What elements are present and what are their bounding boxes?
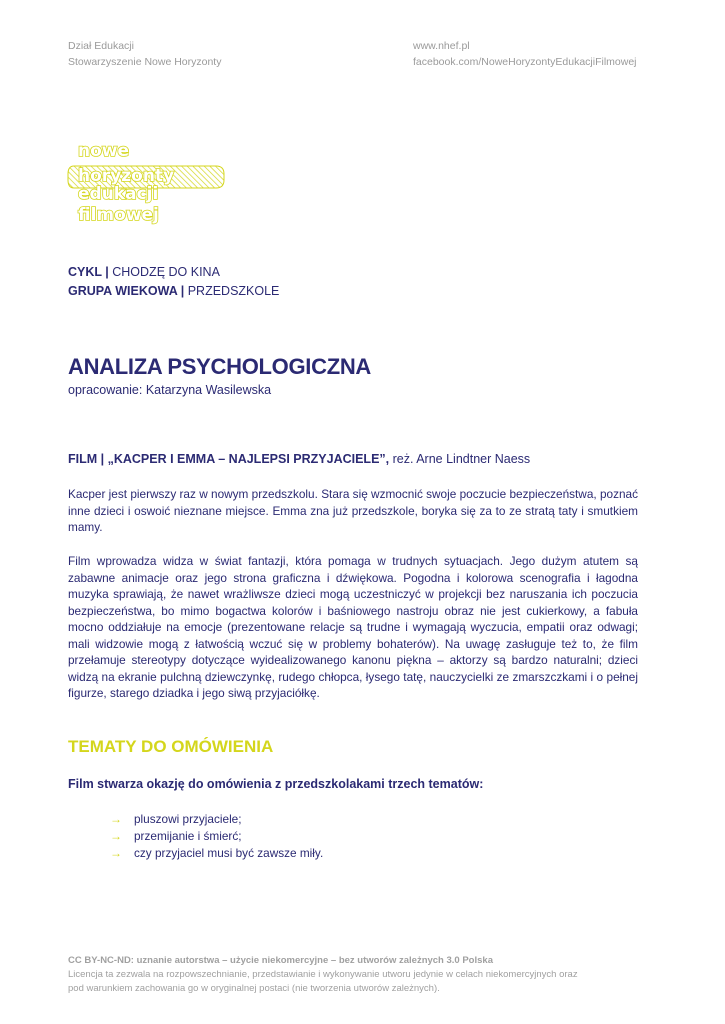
list-item: → pluszowi przyjaciele;: [110, 812, 242, 826]
list-item: → czy przyjaciel musi być zawsze miły.: [110, 846, 324, 860]
document-title: ANALIZA PSYCHOLOGICZNA: [68, 354, 372, 379]
nhef-logo: [66, 136, 236, 236]
list-item: → przemijanie i śmierć;: [110, 829, 242, 843]
facebook-link[interactable]: facebook.com/NoweHoryzontyEdukacjiFilmowej: [413, 56, 637, 68]
header-left: [68, 38, 221, 70]
cycle-line: CYKL | CHODZĘ DO KINA: [68, 265, 220, 279]
meta-block: [68, 263, 279, 301]
arrow-right-icon: →: [110, 846, 122, 860]
paragraph-synopsis: Kacper jest pierwszy raz w nowym przedszkolu. Stara się wzmocnić swoje poczucie bezpieczeństwa, poznać inne dzieci i oswoić nieznane miejsce. Emma zna już przedszkole, boryka się za to ze stratą taty i smutkiem mamy.: [68, 487, 638, 534]
website-link[interactable]: www.nhef.pl: [413, 40, 470, 52]
license-name: CC BY-NC-ND: uznanie autorstwa – użycie niekomercyjne – bez utworów zależnych 3.0 Polska: [68, 955, 493, 966]
logo-word-edukacji: edukacji: [78, 184, 159, 204]
film-line: FILM | „KACPER I EMMA – NAJLEPSI PRZYJACIELE”, reż. Arne Lindtner Naess: [68, 452, 531, 466]
logo-word-nowe: nowe: [78, 141, 130, 161]
topics-lead: Film stwarza okazję do omówienia z przedszkolakami trzech tematów:: [68, 777, 484, 791]
topics-heading: TEMATY DO OMÓWIENIA: [68, 737, 274, 756]
license-text-2: pod warunkiem zachowania go w oryginalnej postaci (nie tworzenia utworów zależnych).: [68, 983, 440, 994]
license-footer: [68, 954, 658, 996]
organization-name: Stowarzyszenie Nowe Horyzonty: [68, 56, 222, 68]
arrow-right-icon: →: [110, 829, 122, 843]
paragraph-analysis: Film wprowadza widza w świat fantazji, która pomaga w trudnych sytuacjach. Jego dużym atutem są zabawne animacje oraz jego strona graficzna i dźwiękowa. Pogodna i kolorowa scenografia i łagodna muzyka sprawiają, że nawet wrażliwsze dzieci mogą uczestniczyć w projekcji bez naruszania ich poczucia bezpieczeństwa, bo mimo bogactwa kolorów i baśniowego nastroju obraz nie jest cukierkowy, a fabuła mocno oddziałuje na emocje (prezentowane relacje są trudne i wymagają wyczucia, empatii oraz odwagi; mali widzowie mogą z łatwością wczuć się w problemy bohaterów). Na uwagę zasługuje też to, że film przełamuje stereotypy dotyczące wyidealizowanego kanonu piękna – aktorzy są bardzo naturalni; dzieci widzą na ekranie pulchną dziewczynkę, rudego chłopca, łysego tatę, nauczycielki ze zmarszczkami i o pełnej figurze, starego dziadka i jego siwą przyjaciółkę.: [68, 554, 638, 700]
department-name: Dział Edukacji: [68, 40, 134, 52]
logo-word-horyzonty: horyzonty: [78, 166, 175, 186]
license-text-1: Licencja ta zezwala na rozpowszechnianie, przedstawianie i wykonywanie utworu jedynie w celach niekomercyjnych oraz: [68, 969, 578, 980]
arrow-right-icon: →: [110, 812, 122, 826]
author-line: opracowanie: Katarzyna Wasilewska: [68, 383, 272, 397]
header-right: [413, 38, 637, 70]
topics-list: [110, 811, 323, 862]
logo-word-filmowej: filmowej: [78, 205, 159, 225]
age-group-line: GRUPA WIEKOWA | PRZEDSZKOLE: [68, 284, 280, 298]
